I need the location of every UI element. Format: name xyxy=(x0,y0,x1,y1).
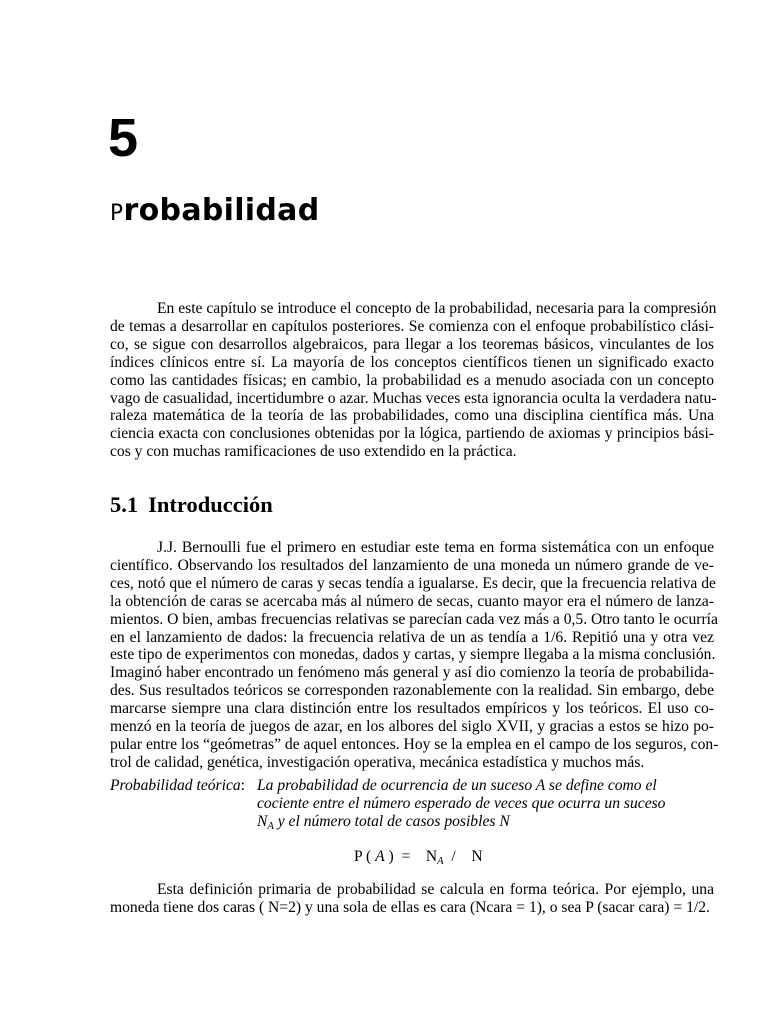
chapter-title xyxy=(110,191,320,234)
section-line: en el lanzamiento de dados: la frecuencia relativa de un as tendía a 1/6. Repitió una y otra vez xyxy=(110,628,714,646)
section-paragraph xyxy=(110,539,719,772)
intro-line: como las cantidades físicas; en cambio, la probabilidad es a menudo asociada con un concepto xyxy=(110,371,714,389)
closing-line: moneda tiene dos caras ( N=2) y una sola de ellas es cara (Ncara = 1), o sea P (sacar cara) = 1/2. xyxy=(110,898,710,916)
section-number: 5.1 xyxy=(110,492,139,517)
intro-line: co, se sigue con desarrollos algebraicos, para llegar a los teoremas básicos, vinculantes de los xyxy=(110,335,714,353)
section-line: mientos. O bien, ambas frecuencias relativas se parecían cada vez más a 0,5. Otro tanto le ocurría xyxy=(110,610,718,628)
section-line: científico. Observando los resultados del lanzamiento de una moneda un número grande de ve- xyxy=(110,556,714,574)
probability-formula: P ( A ) = $N_A$ / N xyxy=(354,848,483,867)
closing-line: Esta definición primaria de probabilidad se calcula en forma teórica. Por ejemplo, una xyxy=(157,881,714,898)
definition-line: $N_A$ y el número total de casos posibles N xyxy=(257,813,510,833)
section-line: la obtención de caras se acercaba más al número de secas, cuanto mayor era el número de lanza- xyxy=(110,592,714,610)
section-line: este tipo de experimentos con monedas, dados y cartas, y siempre llegaba a la misma conclusión. xyxy=(110,646,716,664)
section-line: menzó en la teoría de juegos de azar, en los albores del siglo XVII, y gracias a estos se hizo po- xyxy=(110,718,714,736)
section-line: trol de calidad, genética, investigación operativa, mecánica estadística y muchos más. xyxy=(110,753,645,771)
section-heading xyxy=(110,490,273,520)
chapter-title-rest: robabilidad xyxy=(123,193,320,228)
closing-paragraph xyxy=(110,881,714,917)
chapter-number: 5 xyxy=(108,108,139,168)
intro-paragraph xyxy=(110,300,717,461)
intro-line: En este capítulo se introduce el concepto de la probabilidad, necesaria para la compresión xyxy=(157,300,717,317)
section-line: ces, notó que el número de caras y secas tendía a igualarse. Es decir, que la frecuencia relativa de xyxy=(110,574,716,592)
section-line: marcarse siempre una clara distinción entre los resultados empíricos y los teóricos. El uso co- xyxy=(110,700,714,718)
chapter-title-initial: P xyxy=(110,201,124,226)
section-line: J.J. Bernoulli fue el primero en estudiar este tema en forma sistemática con un enfoque xyxy=(157,539,714,556)
definition-line: La probabilidad de ocurrencia de un suceso A se define como el xyxy=(257,777,657,794)
definition-line: cociente entre el número esperado de veces que ocurra un suceso xyxy=(257,795,666,813)
section-line: pular entre los “geómetras” de aquel entonces. Hoy se la emplea en el campo de los seguros, con- xyxy=(110,735,719,753)
section-line: Imaginó haber encontrado un fenómeno más general y así dio comienzo la teoría de probabilida- xyxy=(110,664,714,682)
intro-line: índices clínicos entre sí. La mayoría de los conceptos científicos tienen un significado exacto xyxy=(110,353,714,371)
intro-line: de temas a desarrollar en capítulos posteriores. Se comienza con el enfoque probabilístico clási- xyxy=(110,317,714,335)
intro-line: cos y con muchas ramificaciones de uso extendido en la práctica. xyxy=(110,443,517,461)
intro-line: vago de casualidad, incertidumbre o azar. Muchas veces esta ignorancia oculta la verdadera natu- xyxy=(110,389,717,407)
intro-line: raleza matemática de la teoría de las probabilidades, como una disciplina científica más. Una xyxy=(110,407,714,425)
section-line: des. Sus resultados teóricos se corresponden razonablemente con la realidad. Sin embargo, debe xyxy=(110,682,714,700)
section-title: Introducción xyxy=(148,492,273,517)
intro-line: ciencia exacta con conclusiones obtenidas por la lógica, partiendo de axiomas y principios bási- xyxy=(110,425,714,443)
definition-text xyxy=(257,777,717,832)
definition-label: Probabilidad teórica: xyxy=(110,777,246,794)
